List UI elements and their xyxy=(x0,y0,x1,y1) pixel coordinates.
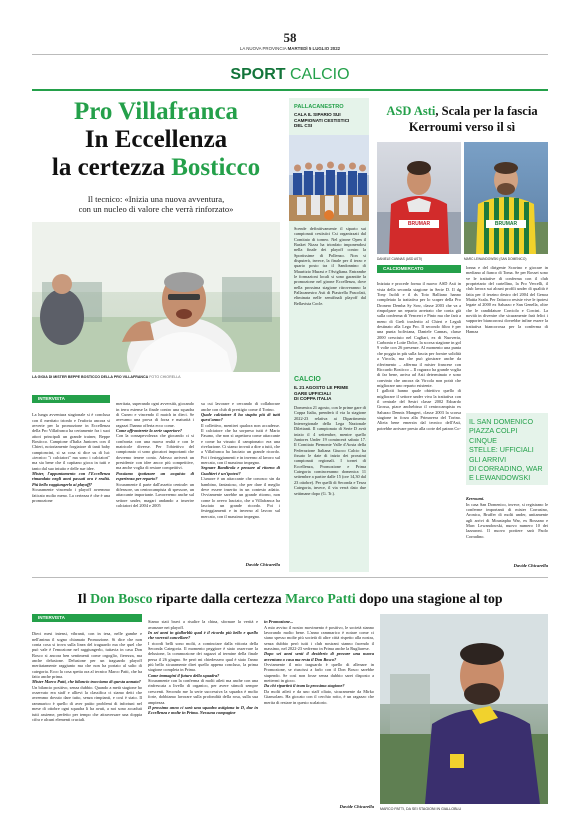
main-photo-caption: LA GIOIA DI MISTER BEPPE BOSTICCO DELLA PRO VILLAFRANCA FOTO CHIORELLA xyxy=(32,375,181,379)
main-col2: meritata, superando ogni avversità, giocando in terra estense la finale contro una squadra di Cuneo e vincendo il match in dieci. Se avevamo una prova di forza e maturità i ragazzi l'hanno offerta ecco come. Come affronterete la serie superiore? Con la consapevolezza che giocando ci si confronta con una nuova realtà e con le matricole diverse. Per l'obiettivo del campionato ci sono giocatori importanti che dovremo tenere conto. Adesso arriverà un presidente con idee ancor più competitive, ma anche voglia di restare competitivi. Possiamo ipotizzare un acquisto di esperienza per reparto? Sicuramente il parte dall'assetto centrale: un difensore, un centrocampista di spessore, un attaccante importante. Lavoreremo anche sul settore under, magari andando a inserire calciatori del 2004 e 2005 xyxy=(116,401,194,508)
san-domenico-headline: IL SAN DOMENICO PIAZZA COLPI CINQUE STELLE: UFFICIALI GLI ARRIVI DI CORRADINO, WAR E LEWANDOWSKI xyxy=(469,417,543,483)
patti-photo xyxy=(380,614,548,804)
asti-col2-end: Kerroumi. In casa San Domenico, invece, si registrano le conferme importanti di mister Corrasino, Aronica, Bruffer di molti under, unitamente agli arrivi di Moustapha War, ex Bossano e Marc Lewandowski, nuovo numero 10 dei lazzaroni. Il nuovo portiere sarà Paolo Corradino. xyxy=(466,496,548,539)
main-title xyxy=(32,98,280,182)
main-question: Mister, l'appuntamento con l'Eccellenza rimandato negli anni passati ora è realtà. Più bello raggiungerlo ai playoff? xyxy=(32,471,110,487)
main-col3: su cui lavorare e cercando di collaborare anche con club di prestigio come il Torino. Quale calciatore il ha stupito più di tutti quest'anno? Il collettivo, mentirei qualora non accadesse. Il calciatore che ha sorpreso tutti è Mario Fasano, che non si aspettava come attaccante e come ha vissuto il campionato: era una rivelazione. Ci siamo trovati a dire a tutti, che a Villafranca ha lasciato un grande ricordo. Poi i festeggiamenti e in inverno al lavoro sul mercato, con il massimo impegno. Segnare Bandirola e pensare al ritorno di Gualtieri è un'ipotesi? L'umore è un attaccante che conosco sin da bambino, fantasioso, che per dare il meglio deve essere inserito in un contesto adatto. Ovviamente sarebbe un grande ritorno, non come lo avevo lasciato, che a Villafranca ha lasciato un grande ricordo. Poi i festeggiamenti e in inverno al lavoro sul mercato, con il massimo impegno. xyxy=(201,401,280,519)
patti-photo-caption: MARCO PATTI, DA SEI STAGIONI IN GIALLOBLU xyxy=(380,807,462,811)
asti-photo-right xyxy=(464,142,548,254)
asti-col1: Iniziata e procede forma il nuovo ASD Asti in vista della seconda stagione in Serie D. Il dg Tony Isoldi e il ds Toto Balliano hanno completato la trattativa per lo scaper della Pro Dronero Demba Sy Sow, classe 2003 che va a rimpolpare un reparto arretrato che conta già sulla conferma di Vencerri e Pinto ma che farà a meno di Greli trasferito al Chieri e Legali destinato alla Lega Pro. Il secondo filtro è per una punta boliviana, Daniele Cannas, classe 2000 cresciuto nel Cagliari, ex di Nuoveria, Carbonia e Lotte Dolce, la scorsa stagione in gol 9 volte con 26 presenze. Al momento una punta che poggia in più sulla fascia per fornire solidità a Vircola, ma che può giostrare anche da riferimento – afferma il mister francese con Riccardo Bosticco – Il ragazzo ha grande voglia di far bene, arriva ad Asti determinato e sono convinto che ancora da Vircola non potrà che migliorare uno reparto esistente. I gallotti hanno quale obiettivo quello di migliorare il settore under viva la trattativa con il centrale del Sestri classe 2002 Edoardo Grossa, piace anchebisso il centrocampista ex Saluzzo Dennis Mangeri, classe 2003 la scorsa stagione in forza alla Primavera del Torino. Alieia bene emersin dal tecnico dell'Asti, potrebbe arrivare presto alla corte del patron Co- xyxy=(377,281,461,431)
asti-label-calciomercato: CALCIOMERCATO xyxy=(377,265,461,273)
basketball-photo xyxy=(289,135,369,221)
main-question: Segnare Bandirola e pensare al ritorno di Gualtieri è un'ipotesi? xyxy=(201,465,280,476)
bottom-question: Dopo sei anni senti il desiderio di provare una nuova avventura o casa ma resta il Don Bosco? xyxy=(264,651,374,662)
basketball-team-illustration xyxy=(289,135,369,221)
san-domenico-box xyxy=(466,413,548,485)
main-question: Possiamo ipotizzare un acquisto di esperienza per reparto? xyxy=(116,470,194,482)
bottom-label-intervista: INTERVISTA xyxy=(32,614,142,622)
bottom-question: Mister Marco Patti, che bilancio tracciamo di questa annata? xyxy=(32,679,141,685)
calcio-text: Domenica 21 agosto, con le prime gare di Coppa Italia, prenderà il via la stagione 2022-23 relativa ai Dipartimento Interregionale della Lega Nazionale Dilettanti. Il campionato di Serie D avrà inizio il 4 settembre, mentre quello Juniores Under 19 comincerà sabato 17. Il Comitato Piemonte Valle d'Aosta della Federazione Italiana Giuoco Calcio ha fissato le date di inizio dei prossimi campionati regionali. I tornei di Eccellenza, Promozione e Prima Categoria cominceranno domenica 11 settembre a partire dalle 15 (ore 14,30 dal 23 ottobre). Per quelli di Seconda e Terza Categoria, invece, il via verrà dato due settimane dopo (G. Tr.). xyxy=(294,405,366,496)
asti-caption-left: DANIELE CANNAS (ASD ASTI) xyxy=(377,257,423,261)
main-title-line3: la certezza Bosticco xyxy=(51,154,261,181)
bottom-question: Da chi ripartirà il team la prossima stagione? xyxy=(264,683,345,689)
main-col1: La lunga avventura stagionale si è conclusa con il meritato trionfo e l'euforia ancora si avverte per la promozione in Eccellenza della Pro Villafranca ha certamente fra i suoi attori principali un grande trainer, Beppe Bosticco. Campione d'Italia Juniores con il Chieri, notoriamente forgiatore di tanti baby campioncini, si sa cosa si dice su di lui: «tecnico "i calciatori" ma sono i calciatori" ma sia bene che il capitano gioca in tutti e tanto dal suo intuito e delle sue idee. Mister, l'appuntamento con l'Eccellenza rimandato negli anni passati ora è realtà. Più bello raggiungerlo ai playoff? Sicuramente vincendo i playoff avremmo faticato molto meno. La certezza è che è una promozione xyxy=(32,412,110,503)
main-title-line1: Pro Villafranca xyxy=(73,98,239,125)
pallacanestro-headline: CALA IL SIPARIO SUI CAMPIONATI CESTISTICI DEL CSI xyxy=(294,112,350,129)
header-rule xyxy=(32,54,548,55)
bottom-col2: Siamo stati bravi a risalire la china, sfornare la verità e avanzare nei playoff. In sei anni in giallorblù qual è il ricordo più bello e quello che vorresti cancellare? I ricordi belli sono molti, a cominciare dalla vittoria della Seconda Categoria. Il momento peggiore è stato osservare la delusione, la commozione dei ragazzi al termine della finale persa il 26 giugno. Se però mi chiedessero qual è stato l'anno più bello sicuramente direi quello appena concluso, la prima stagione completa in Prima. Come immagini il futuro della squadra? Sicuramente con la conferma di molti atleti ma anche con una rinfrescata a livello di organico, per avere stimoli sempre crescenti. Secondo me la serie successiva la squadra è molto forte, dobbiamo lavorare sulla profondità della rosa, sulla sua ampiezza. Il prossimo anno ci sarà una squadra astigiana in D, due in Eccellenza e molte in Prima. Nessuna compagine xyxy=(148,619,258,716)
page-number: 58 xyxy=(283,30,297,45)
main-title-line2: In Eccellenza xyxy=(84,126,228,153)
shirt-sponsor-right: BRUMAR xyxy=(494,221,518,227)
bottom-rule xyxy=(32,577,548,578)
asti-col2: lonna e del dirigente Scavino e giocare in mediano al fianco di Toma. Se per Rosset sono ve le trattative di conferma con il club proprietario del cartellino, la Pro Vercelli, il club lavora sui alcuni profili under di qualità è fatta per il terzino destro del 2004 del Genoa Mattia Scala. Per l'attacco resiste vive le ipotesi legate al 2000 ex Saluzzo e San Genella, oltre che le candidature Corciolo e Corcini. La novità in divenire che sicuramente farà felici i supporter biancorossi dovrebbe infine essere la trattativa biancorossa per la conferma di Hamza xyxy=(466,265,548,335)
asti-title-line1: ASD Asti, Scala per la fascia xyxy=(386,104,538,118)
main-title-highlight: Bosticco xyxy=(171,154,261,181)
main-question: Quale calciatore il ha stupito più di tutti quest'anno? xyxy=(201,412,280,423)
bottom-title-highlight: Don Bosco xyxy=(90,591,153,606)
main-photo xyxy=(32,222,280,372)
main-question: Come affronterete la serie superiore? xyxy=(116,428,183,434)
bottom-question: In sei anni in giallorblù qual è il ricordo più bello e quello che vorresti cancellare? xyxy=(148,630,258,641)
pallacanestro-kicker: PALLACANESTRO xyxy=(294,104,344,110)
calcio-headline: IL 21 AGOSTO LE PRIME GARE UFFICIALI DI COPPA ITALIA xyxy=(294,385,349,402)
bottom-title: Il Don Bosco riparte dalla certezza Marco Patti dopo una stagione al top xyxy=(77,591,503,606)
main-label-intervista: INTERVISTA xyxy=(32,395,110,403)
masthead-date: MARTEDÌ 5 LUGLIO 2022 xyxy=(287,46,341,51)
coach-patti-illustration xyxy=(380,614,548,804)
section-sport: SPORT xyxy=(230,66,286,83)
player-cannas-illustration xyxy=(377,142,461,254)
asti-title-line2: Kerroumi verso il sì xyxy=(408,120,516,134)
asti-byline: Davide Chicarella xyxy=(513,563,548,568)
asti-title xyxy=(377,103,547,135)
asti-photo-left xyxy=(377,142,461,254)
bottom-col3: in Promozione... A mio avviso il nostro movimento è positivo, le società stanno lavorando molto bene. L'anno rammarico è notare come ci siano spesso molte più società di altre città rispetto alla nostra, senza dubbio però tutti i club nostrani stanno facendo il massimo, nel 2022-23 vedremo in Prima anche la Rugliarese. Dopo sei anni senti il desiderio di provare una nuova avventura o casa ma resta il Don Bosco? Ovviamente il mio traguardo è quello di allenare in Promozione, se riuscissi a farlo con il Don Bosco sarebbe stupendo. Se così non fosse senza dubbio sarei disposto a mettermi in gioco. Da chi ripartirà il team la prossima stagione? Da molti atleti e da uno staff oliato, sicuramente da Mirko Giansolam. Ha giocato con il cerchio rotto, è un ragazzo che merita di restare in questo scalatorio. xyxy=(264,619,374,705)
shirt-sponsor-left: BRUMAR xyxy=(407,221,431,227)
masthead-paper: LA NUOVA PROVINCIA xyxy=(239,46,287,51)
bottom-byline: Davide Chicarella xyxy=(339,804,374,809)
main-subtitle: Il tecnico: «Inizia una nuova avventura, con un nucleo di valore che verrà rinforzato» xyxy=(78,194,234,214)
player-lewandowski-illustration xyxy=(464,142,548,254)
section-calcio: CALCIO xyxy=(290,66,350,83)
section-rule xyxy=(32,89,548,91)
bottom-col1: Dieci mesi intensi, vibranti, con in tesa, nelle gambe e nell'anima il sogno chiamato Promozione. Si dice che non conta cosa si trova sulla linea del traguardo ma che quel che può vale è l'emozione nel raggiungerlo, tuttavia in casa Don Bosco si ancora ben sentimenti come orgoglio, fierezza, ma anche delusione. Delusione per un traguardo playoff meritatamente raggiunto ma che non ha portato al salto di categoria. Ecco la cosa spetta ora al tecnico Marco Patti, che ha fatto anche prima. Mister Marco Patti, che bilancio tracciamo di questa annata? Un bilancio positivo, senza dubbio. Quando a metà stagione ho osservato era staff e allievi la classifica ci siamo detti che avremmo dovuto dare tutto, senza rimpianti, e così è stato. Il rammarico è quello di aver patito problemi di infortuni nel mese di ottobre ogni squadra li ha avuti, a noi sono accaduti tutti assieme, perfetto per tempo che attraversare una doppia cifra e alcuni elementi cruciali. xyxy=(32,631,142,722)
calcio-kicker: CALCIO xyxy=(294,376,321,383)
section-header xyxy=(200,66,380,84)
bottom-title-highlight: Marco Patti xyxy=(285,591,356,606)
pallacanestro-text: Scende definitivamente il sipario sui campionati cestistici Csi organizzati dal Comitato di torneo. Nel girone Open il Basket Nizza ha trionfato imponendosi nella finale dei playoff contro la Sportissime di Pollenzo. Non si disputerà, invece, la finale per il terzo e quarto posto tra il Sandonnino di Mauritzio Murasi e l'Avigliana. Entrambe le formazioni locali si sono garantite la promozione nel girone Eccellenza, dove nella prossima stagione ritroveranno la Pallacanestro Asti di Piastrella Pascolati, eliminata nelle semifinali playoff dal Bellavista Cocle. xyxy=(294,226,366,306)
coach-illustration xyxy=(32,222,280,372)
bottom-question: Come immagini il futuro della squadra? xyxy=(148,672,220,678)
masthead xyxy=(200,46,380,51)
main-byline: Davide Chicarella xyxy=(245,562,280,567)
bottom-question: Il prossimo anno ci sarà una squadra astigiana in D, due in Eccellenza e molte in Prima. Nessuna compagine xyxy=(148,704,258,716)
asti-caption-right: MARC LEWANDOWSKI (SAN DOMENICO) xyxy=(464,257,527,261)
